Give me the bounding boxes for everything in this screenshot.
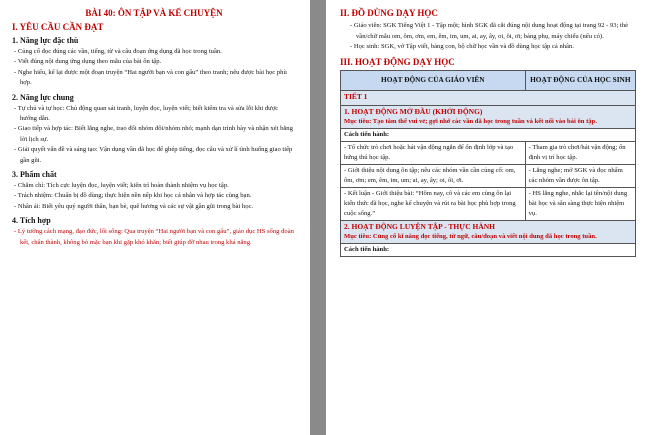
list-item: - Nhân ái: Biết yêu quý người thân, bạn bè, quê hương và các sự vật gần gũi trong bài học.	[14, 202, 254, 210]
column-header-student: HOẠT ĐỘNG CỦA HỌC SINH	[525, 70, 635, 90]
subheading: 4. Tích hợp	[12, 216, 51, 226]
list-item: - Củng cố đọc đúng các vần, tiếng, từ và câu đoạn ứng dụng đã học trong tuần.	[14, 48, 222, 55]
list-item: - Viết đúng nội dung ứng dụng theo mẫu của bài ôn tập.	[14, 58, 162, 66]
list-item: - Giáo viên: SGK Tiếng Việt 1 - Tập một; hình SGK đã cắt đúng nội dung hoạt động tại trang 92 - 93; thẻ vần/chữ mẫu om, ôm, ơm, em, êm, im, um, ai, ay, ây, oi, ôi, ơi; bảng phụ, máy chiếu (nếu có).	[350, 22, 629, 40]
student-cell: - HS lắng nghe, nhắc lại tên/nội dung bài học và sẵn sàng thực hiện nhiệm vụ.	[525, 187, 635, 220]
list-item: - Trách nhiệm: Chuẩn bị đồ dùng; thực hiện nền nếp khi học cá nhân và hợp tác cùng bạn.	[14, 192, 252, 200]
list-item: - Nghe hiểu, kể lại được một đoạn truyện “Hai người bạn và con gấu” theo tranh; nêu được bài học phù hợp.	[14, 68, 287, 87]
table-row	[341, 187, 636, 220]
teacher-cell: - Kết luận - Giới thiệu bài: “Hôm nay, cô và các em cùng ôn lại kiến thức đã học, nghe kể chuyện và rút ra bài học phù hợp trong cuộc sống.”	[341, 187, 526, 220]
teacher-cell: - Giới thiệu nội dung ôn tập; nêu các nhóm vần cần củng cố: om, ôm, ơm; em, êm, im, um; ai, ay, ây; oi, ôi, ơi.	[341, 164, 526, 187]
activity-heading	[341, 105, 636, 128]
lesson-title: BÀI 40: ÔN TẬP VÀ KỂ CHUYỆN	[85, 8, 223, 18]
lesson-period: TIẾT 1	[341, 90, 636, 105]
activity-table	[340, 70, 636, 257]
list-item: - Tự chủ và tự học: Chủ động quan sát tranh, luyện đọc, luyện viết; biết kiểm tra và sửa lỗi khi được hướng dẫn.	[14, 104, 279, 123]
table-header-row	[341, 70, 636, 90]
list-item: - Học sinh: SGK, vở Tập viết, bảng con, bộ chữ học vần và đồ dùng học tập cá nhân.	[350, 43, 574, 51]
table-row	[341, 141, 636, 164]
section-heading: II. ĐỒ DÙNG DẠY HỌC	[340, 8, 438, 18]
section-heading: I. YÊU CẦU CẦN ĐẠT	[12, 22, 104, 32]
integration-text: - Lý tưởng cách mạng, đạo đức, lối sống: Qua truyện “Hai người bạn và con gấu”, giáo dục HS sống đoàn kết, chân thành, không bỏ mặc bạn khi gặp khó khăn; biết giúp đỡ nhau trong khả năng.	[14, 228, 294, 246]
activity-title: 2. HOẠT ĐỘNG LUYỆN TẬP - THỰC HÀNH	[344, 221, 495, 231]
list-item: - Giao tiếp và hợp tác: Biết lắng nghe, trao đổi nhóm đôi/nhóm nhỏ; mạnh dạn trình bày và nhận xét bằng lời lịch sự.	[14, 125, 293, 143]
method-label: Cách tiến hành:	[341, 243, 636, 256]
column-header-teacher: HOẠT ĐỘNG CỦA GIÁO VIÊN	[341, 70, 526, 90]
activity-aim: Mục tiêu: Củng cố kĩ năng đọc tiếng, từ ngữ, câu/đoạn và viết nội dung đã học trong tuần.	[344, 232, 597, 240]
document-page-left	[0, 0, 310, 435]
list-item: - Chăm chỉ: Tích cực luyện đọc, luyện viết; kiên trì hoàn thành nhiệm vụ học tập.	[14, 182, 229, 190]
activity-aim: Mục tiêu: Tạo tâm thế vui vẻ; gợi nhớ các vần đã học trong tuần và kết nối vào bài ôn tập.	[344, 117, 597, 125]
table-row	[341, 105, 636, 128]
teacher-cell: - Tổ chức trò chơi hoặc hát vận động ngắn để ổn định lớp và tạo hứng thú học tập.	[341, 141, 526, 164]
document-page-right	[326, 0, 650, 435]
student-cell: - Lắng nghe; mở SGK và đọc nhẩm các nhóm vần được ôn tập.	[525, 164, 635, 187]
subheading: 1. Năng lực đặc thù	[12, 36, 79, 45]
subheading: 2. Năng lực chung	[12, 92, 74, 102]
activity-title: 1. HOẠT ĐỘNG MỞ ĐẦU (KHỞI ĐỘNG)	[344, 106, 483, 116]
table-row	[341, 90, 636, 105]
method-label: Cách tiến hành:	[341, 128, 636, 141]
table-row	[341, 220, 636, 243]
section-heading: III. HOẠT ĐỘNG DẠY HỌC	[340, 56, 455, 67]
table-row	[341, 164, 636, 187]
list-item: - Giải quyết vấn đề và sáng tạo: Vận dụng vần đã học để ghép tiếng, đọc câu và xử lí tình huống giao tiếp gần gũi.	[14, 146, 293, 164]
table-row	[341, 243, 636, 256]
subheading: 3. Phẩm chất	[12, 170, 57, 180]
student-cell: - Tham gia trò chơi/hát vận động; ổn định vị trí học tập.	[525, 141, 635, 164]
activity-heading	[341, 220, 636, 243]
table-row	[341, 128, 636, 141]
